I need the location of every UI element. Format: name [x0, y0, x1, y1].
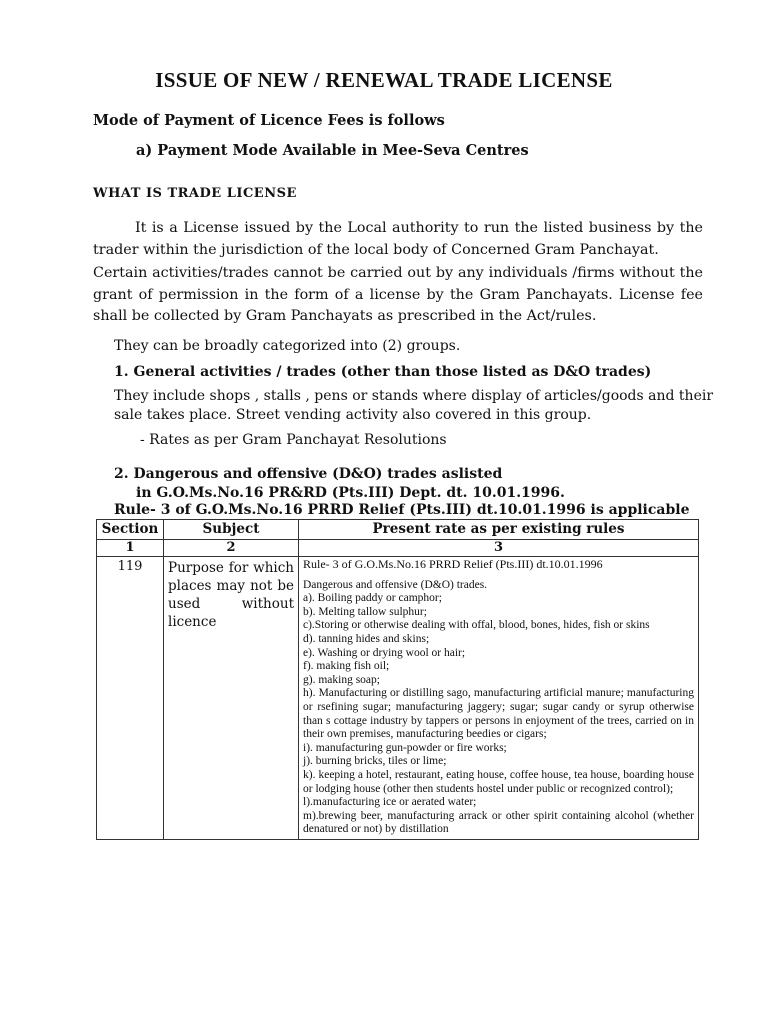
trade-item: d). tanning hides and skins; [303, 632, 430, 645]
trade-item: a). Boiling paddy or camphor; [303, 592, 442, 605]
rule-reference: Rule- 3 of G.O.Ms.No.16 PRRD Relief (Pts.III) dt.10.01.1996 [303, 557, 603, 571]
trade-item: j). burning bricks, tiles or lime; [303, 755, 447, 768]
trade-item: h). Manufacturing or distilling sago, manufacturing artificial manure; manufacturing or rsefining sugar; manufacturing jaggery; sugar; sugar candy or syrup otherwise than s cottage industry by tappers or persons in enjoyment of the trees, carried on in their own premises, manufacturing beedies or cigars; [303, 687, 694, 741]
header-present-rate: Present rate as per existing rules [299, 520, 699, 540]
payment-heading: Mode of Payment of Licence Fees is follows [93, 112, 445, 129]
group1-heading: 1. General activities / trades (other than those listed as D&O trades) [114, 364, 652, 380]
trade-item: b). Melting tallow sulphur; [303, 605, 427, 618]
row-section: 119 [97, 557, 164, 840]
column-number-3: 3 [299, 540, 699, 557]
group1-rates: - Rates as per Gram Panchayat Resolutions [140, 432, 447, 448]
section-heading: WHAT IS TRADE LICENSE [93, 186, 297, 201]
column-number-1: 1 [97, 540, 164, 557]
table-row [97, 557, 699, 840]
trade-item: l).manufacturing ice or aerated water; [303, 796, 477, 809]
group1-description-line1: They include shops , stalls , pens or stands where display of articles/goods and their [114, 388, 714, 404]
groups-intro: They can be broadly categorized into (2) groups. [114, 338, 461, 354]
trade-item: c).Storing or otherwise dealing with offal, blood, bones, hides, fish or skins [303, 619, 650, 632]
header-section: Section [97, 520, 164, 540]
trade-item: f). making fish oil; [303, 660, 390, 673]
row-subject: Purpose for which places may not be used without licence [164, 557, 299, 840]
table-header-row [97, 520, 699, 540]
group2-heading-line1: 2. Dangerous and offensive (D&O) trades aslisted [114, 466, 503, 482]
page-title: ISSUE OF NEW / RENEWAL TRADE LICENSE [155, 68, 613, 92]
paragraph-permission: Certain activities/trades cannot be carried out by any individuals /firms without the grant of permission in the form of a license by the Gram Panchayats. License fee shall be collected by Gram Panchayats as prescribed in the Act/rules. [93, 265, 703, 324]
trades-list-heading: Dangerous and offensive (D&O) trades. [303, 578, 488, 591]
group1-description-line2: sale takes place. Street vending activity also covered in this group. [114, 407, 592, 423]
trade-rates-table [96, 519, 699, 840]
column-number-2: 2 [164, 540, 299, 557]
paragraph-definition-text: It is a License issued by the Local authority to run the listed business by the trader within the jurisdiction of the local body of Concerned Gram Panchayat. [93, 220, 703, 258]
trade-item: i). manufacturing gun-powder or fire works; [303, 741, 507, 754]
trade-item: g). making soap; [303, 673, 380, 686]
trade-item: k). keeping a hotel, restaurant, eating house, coffee house, tea house, boarding house or lodging house (other then students hostel under public or recognized control); [303, 768, 694, 795]
row-rate [299, 557, 699, 840]
payment-mode: a) Payment Mode Available in Mee-Seva Centres [136, 142, 529, 159]
group2-rule: Rule- 3 of G.O.Ms.No.16 PRRD Relief (Pts.III) dt.10.01.1996 is applicable [114, 502, 690, 518]
paragraph-definition [93, 218, 703, 261]
trade-item: m).brewing beer, manufacturing arrack or other spirit containing alcohol (whether denatured or not) by distillation [303, 809, 694, 836]
trade-item: e). Washing or drying wool or hair; [303, 646, 466, 659]
table-number-row [97, 540, 699, 557]
header-subject: Subject [164, 520, 299, 540]
group2-heading-line2: in G.O.Ms.No.16 PR&RD (Pts.III) Dept. dt. 10.01.1996. [136, 485, 565, 501]
